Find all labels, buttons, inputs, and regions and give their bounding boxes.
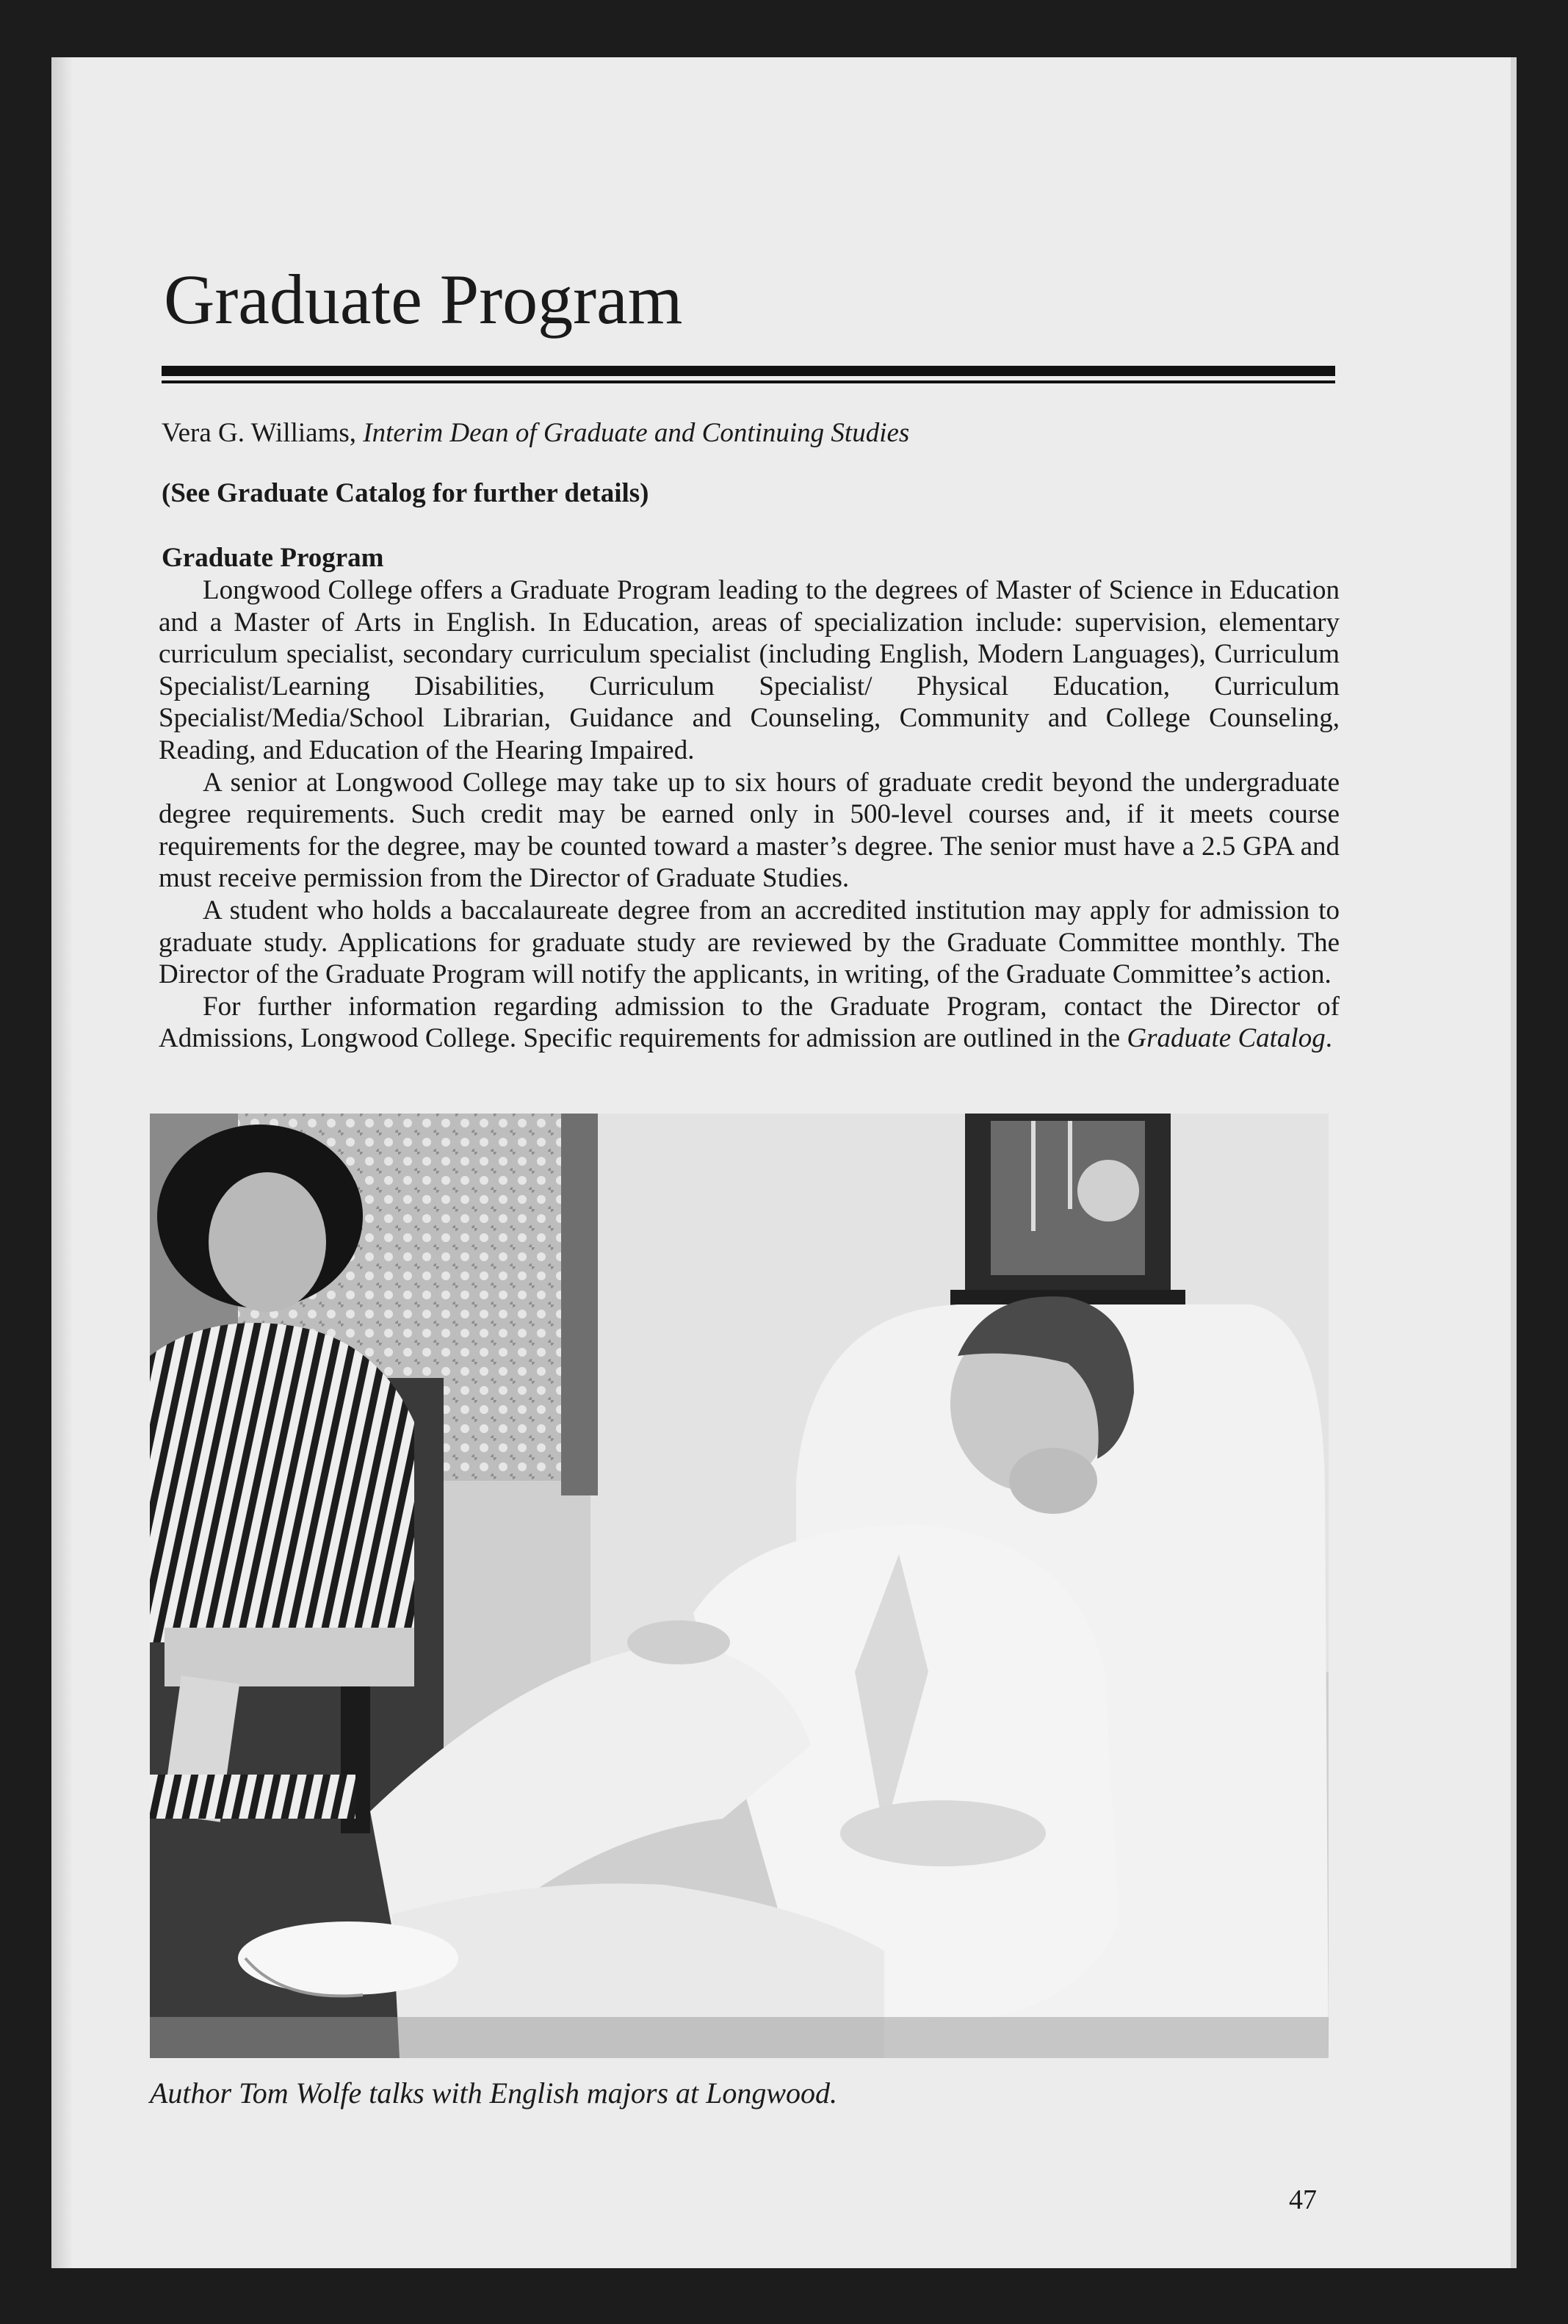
photograph bbox=[150, 1114, 1329, 2058]
title-rule-thin bbox=[162, 380, 1335, 383]
page-gutter bbox=[51, 57, 73, 2268]
body-text bbox=[159, 574, 1340, 1055]
book-page bbox=[51, 57, 1517, 2268]
page-number: 47 bbox=[1289, 2184, 1317, 2215]
dean-role: Interim Dean of Graduate and Continuing Studies bbox=[363, 418, 910, 448]
paragraph-last-end: . bbox=[1325, 1023, 1332, 1054]
catalog-reference: Graduate Catalog bbox=[1127, 1023, 1326, 1054]
paragraph: A student who holds a baccalaureate degree from an accredited institution may apply for admission to graduate study. Applications for graduate study are reviewed by the Graduate Committee monthly. The Director of the Graduate Program will notify the applicants, in writing, of the Graduate Committee’s action. bbox=[159, 895, 1340, 990]
paragraph-last-text: For further information regarding admission to the Graduate Program, contact the Director of Admissions, Longwood College. Specific requirements for admission are outlined in the bbox=[159, 991, 1340, 1054]
paragraph: A senior at Longwood College may take up to six hours of graduate credit beyond the undergraduate degree requirements. Such credit may be earned only in 500-level courses and, if it meets course requirements for the degree, may be counted toward a master’s degree. The senior must have a 2.5 GPA and must receive permission from the Director of Graduate Studies. bbox=[159, 767, 1340, 894]
page-title: Graduate Program bbox=[164, 260, 683, 339]
catalog-note: (See Graduate Catalog for further details) bbox=[162, 478, 649, 508]
section-heading: Graduate Program bbox=[162, 543, 384, 573]
photo-caption: Author Tom Wolfe talks with English majors at Longwood. bbox=[150, 2076, 838, 2110]
dean-name: Vera G. Williams, bbox=[162, 418, 364, 448]
title-rule-thick bbox=[162, 366, 1335, 376]
dean-line bbox=[162, 417, 909, 449]
paragraph-last bbox=[159, 991, 1340, 1055]
photo-illustration bbox=[150, 1114, 1329, 2058]
paragraph: Longwood College offers a Graduate Program leading to the degrees of Master of Science in Education and a Master of Arts in English. In Education, areas of specialization include: supervision, elementary curriculum specialist, secondary curriculum specialist (including English, Modern Languages), Curriculum Specialist/Learning Disabilities, Curriculum Specialist/ Physical Education, Curriculum Specialist/Media/School Librarian, Guidance and Counseling, Community and College Counseling, Reading, and Education of the Hearing Impaired. bbox=[159, 575, 1340, 765]
page-edge bbox=[1511, 57, 1517, 2268]
